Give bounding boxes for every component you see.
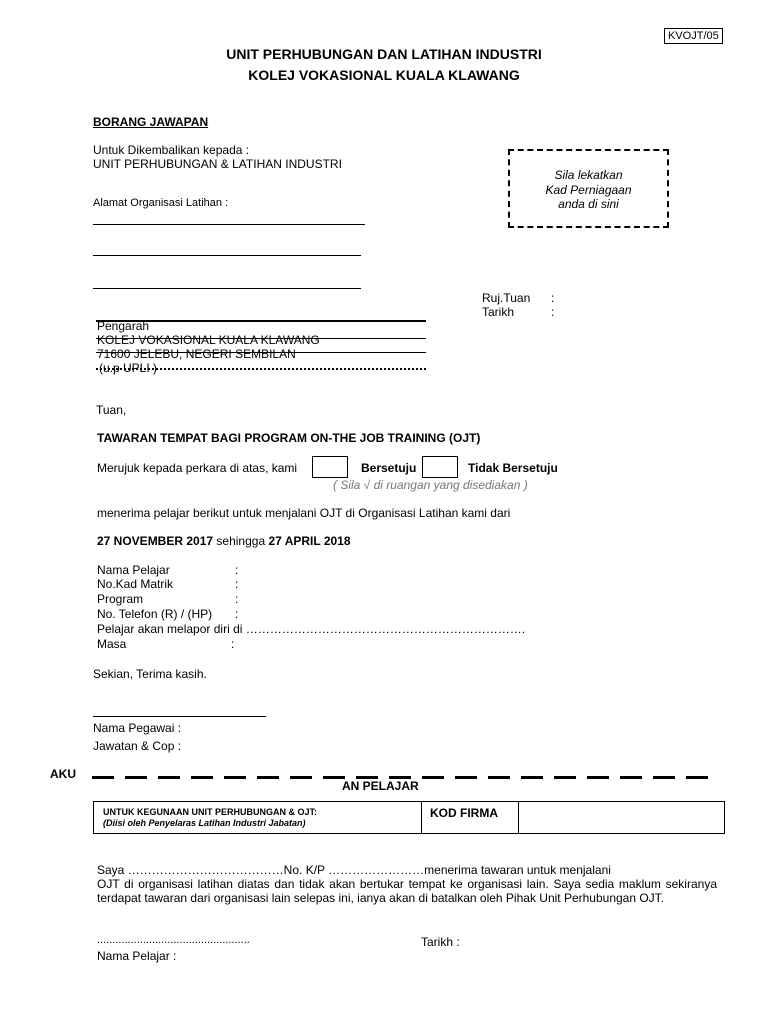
- ruj-tuan-colon: :: [551, 291, 555, 305]
- cut-dash: [653, 776, 675, 779]
- tarikh-ref-colon: :: [551, 305, 555, 319]
- cut-section-title: AN PELAJAR: [342, 779, 419, 793]
- field-label-telefon: No. Telefon (R) / (HP): [97, 607, 213, 621]
- student-name-label: Nama Pelajar :: [97, 949, 177, 963]
- cut-dash: [158, 776, 180, 779]
- checkbox-hint: ( Sila √ di ruangan yang disediakan ): [333, 478, 528, 492]
- cut-dash: [455, 776, 477, 779]
- card-box-line3: anda di sini: [558, 197, 619, 211]
- recipient-line4: (u.p UPLI ): [99, 361, 158, 375]
- return-to-label: Untuk Dikembalikan kepada :: [93, 143, 250, 157]
- cut-dash: [587, 776, 609, 779]
- cut-dash: [290, 776, 312, 779]
- form-title: BORANG JAWAPAN: [93, 115, 209, 129]
- kod-firma-field[interactable]: [519, 802, 724, 833]
- address-line-2[interactable]: [93, 255, 361, 256]
- form-code: KVOJT/05: [664, 28, 723, 44]
- student-date-label: Tarikh :: [421, 935, 460, 949]
- recipient-line2: KOLEJ VOKASIONAL KUALA KLAWANG: [97, 333, 320, 347]
- field-sep: :: [231, 637, 235, 651]
- agreement-prefix: Merujuk kepada perkara di atas, kami: [97, 461, 298, 475]
- office-use-label: UNTUK KEGUNAAN UNIT PERHUBUNGAN & OJT:: [103, 807, 318, 817]
- cut-dash: [257, 776, 279, 779]
- cut-dash: [191, 776, 213, 779]
- agree-checkbox[interactable]: [312, 456, 348, 478]
- table-divider: [421, 802, 422, 833]
- ruj-tuan-label: Ruj.Tuan: [482, 291, 531, 305]
- period-start: 27 NOVEMBER 2017: [97, 534, 214, 548]
- period: [97, 534, 351, 548]
- recipient-line1: Pengarah: [97, 319, 150, 333]
- signature-line[interactable]: [93, 716, 266, 717]
- card-box-line2: Kad Perniagaan: [545, 183, 632, 197]
- header-line1: UNIT PERHUBUNGAN DAN LATIHAN INDUSTRI: [226, 46, 542, 62]
- field-label-kad-matrik: No.Kad Matrik: [97, 577, 174, 591]
- return-to-unit: UNIT PERHUBUNGAN & LATIHAN INDUSTRI: [93, 157, 342, 171]
- accept-text: menerima pelajar berikut untuk menjalani OJT di Organisasi Latihan kami dari: [97, 506, 511, 520]
- office-use-sublabel: (Diisi oleh Penyelaras Latihan Industri Jabatan): [103, 818, 306, 828]
- student-signature-dots[interactable]: ..................................................: [97, 934, 250, 946]
- field-sep: :: [235, 592, 239, 606]
- field-sep: :: [235, 577, 239, 591]
- report-line: Pelajar akan melapor diri di …………………………………………………………….: [97, 622, 526, 636]
- field-label-program: Program: [97, 592, 144, 606]
- officer-name-label: Nama Pegawai :: [93, 721, 182, 735]
- cut-dash: [224, 776, 246, 779]
- cut-dash: [92, 776, 114, 779]
- declaration-body: OJT di organisasi latihan diatas dan tidak akan bertukar tempat ke organisasi lain. Saya sedia maklum sekiranya terdapat tawaran dari organisasi lain selepas ini, ianya akan di batalkan oleh Pihak Unit Perhubungan OJT.: [97, 877, 717, 905]
- field-label-nama-pelajar: Nama Pelajar: [97, 563, 170, 577]
- period-end: 27 APRIL 2018: [268, 534, 351, 548]
- recipient-line3: 71600 JELEBU, NEGERI SEMBILAN: [97, 347, 296, 361]
- address-line-3[interactable]: [93, 288, 361, 289]
- cut-dash: [422, 776, 444, 779]
- kod-firma-label: KOD FIRMA: [430, 806, 498, 820]
- officer-position-label: Jawatan & Cop :: [93, 739, 182, 753]
- field-sep: :: [235, 607, 239, 621]
- disagree-label: Tidak Bersetuju: [468, 461, 558, 475]
- cut-dash: [488, 776, 510, 779]
- address-label: Alamat Organisasi Latihan :: [93, 197, 229, 209]
- card-box-line1: Sila lekatkan: [554, 168, 623, 182]
- declaration-line1: Saya …………………………………No. K/P ……………………menerima tawaran untuk menjalani: [97, 863, 611, 877]
- cut-dash: [620, 776, 642, 779]
- aku-label: AKU: [50, 767, 76, 781]
- address-line-1[interactable]: [93, 224, 365, 225]
- header-line2: KOLEJ VOKASIONAL KUALA KLAWANG: [248, 67, 520, 83]
- agree-label: Bersetuju: [361, 461, 417, 475]
- field-label-masa: Masa: [97, 637, 127, 651]
- cut-dash: [554, 776, 576, 779]
- disagree-checkbox[interactable]: [422, 456, 458, 478]
- cut-dash: [521, 776, 543, 779]
- field-sep: :: [235, 563, 239, 577]
- closing: Sekian, Terima kasih.: [93, 667, 207, 681]
- cut-dash: [125, 776, 147, 779]
- salutation: Tuan,: [96, 403, 127, 417]
- cut-dash: [686, 776, 708, 779]
- period-connector: sehingga: [216, 534, 266, 548]
- subject: TAWARAN TEMPAT BAGI PROGRAM ON-THE JOB TRAINING (OJT): [97, 431, 481, 445]
- tarikh-ref-label: Tarikh: [482, 305, 515, 319]
